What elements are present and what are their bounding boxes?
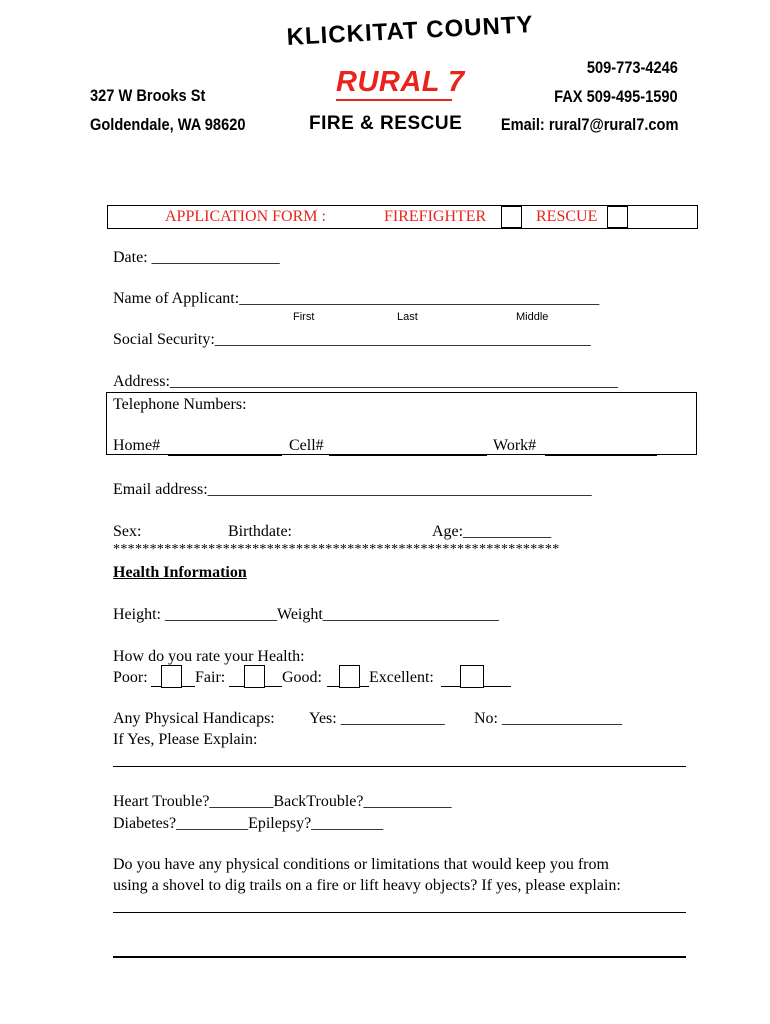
email-field[interactable]: Email address:________________________________________________ [113,481,592,498]
explain-label: If Yes, Please Explain: [113,731,258,748]
handicaps-label: Any Physical Handicaps: [113,710,275,727]
fax-number: FAX 509-495-1590 [554,87,678,106]
excellent-checkbox[interactable] [460,665,484,688]
option-rescue-label: RESCUE [536,208,598,225]
health-heading: Health Information [113,564,247,581]
conditions-answer-line2[interactable] [113,956,686,958]
good-line [265,686,282,687]
logo-underline [336,99,452,101]
home-phone-label: Home# [113,437,161,454]
form-title: APPLICATION FORM : [165,208,326,225]
separator-line: ************************************************************* [113,542,560,557]
name-field[interactable]: Name of Applicant:_____________________________________________ [113,290,600,307]
conditions-question-line1: Do you have any physical conditions or limitations that would keep you from [113,856,609,873]
cell-phone-line[interactable] [329,455,487,456]
diabetes-epilepsy-field[interactable]: Diabetes?_________Epilepsy?_________ [113,815,384,832]
email-contact: Email: rural7@rural7.com [500,115,678,134]
age-field[interactable]: Age:___________ [432,523,552,540]
conditions-question-line2: using a shovel to dig trails on a fire or lift heavy objects? If yes, please explain: [113,877,621,894]
birthdate-label: Birthdate: [228,523,292,540]
excellent-label: Excellent: [369,669,434,686]
explain-line[interactable] [113,766,686,767]
work-phone-line[interactable] [545,455,657,456]
heart-back-field[interactable]: Heart Trouble?________BackTrouble?___________ [113,793,452,810]
name-first-label: First [293,311,315,323]
handicaps-no-field[interactable]: No: _______________ [474,710,622,727]
ssn-field[interactable]: Social Security:_______________________________________________ [113,331,591,348]
handicaps-yes-field[interactable]: Yes: _____________ [309,710,445,727]
name-middle-label: Middle [516,311,549,323]
fair-checkbox[interactable] [244,665,265,688]
logo-line3: FIRE & RESCUE [309,113,463,134]
logo-line1: KLICKITAT COUNTY [286,11,535,51]
good-checkbox[interactable] [339,665,360,688]
phone-number: 509-773-4246 [586,58,678,77]
conditions-answer-line1[interactable] [113,912,686,913]
name-last-label: Last [397,311,418,323]
health-rate-question: How do you rate your Health: [113,648,305,665]
work-phone-label: Work# [493,437,537,454]
address-street: 327 W Brooks St [90,86,206,105]
fair-label: Fair: [195,669,226,686]
rescue-checkbox[interactable] [607,206,628,228]
telephone-label: Telephone Numbers: [113,396,247,413]
address-field[interactable]: Address:________________________________________________________ [113,373,618,390]
option-firefighter-label: FIREFIGHTER [384,208,487,225]
date-field[interactable]: Date: ________________ [113,249,280,266]
excellent-line [360,686,369,687]
sex-label: Sex: [113,523,142,540]
poor-label: Poor: [113,669,148,686]
cell-phone-label: Cell# [289,437,324,454]
home-phone-line[interactable] [168,455,282,456]
firefighter-checkbox[interactable] [501,206,522,228]
good-label: Good: [282,669,322,686]
fair-line [183,686,195,687]
poor-checkbox[interactable] [161,665,182,688]
height-weight-field[interactable]: Height: ______________Weight______________________ [113,606,499,623]
logo-line2: RURAL 7 [336,66,465,98]
address-city: Goldendale, WA 98620 [90,115,246,134]
